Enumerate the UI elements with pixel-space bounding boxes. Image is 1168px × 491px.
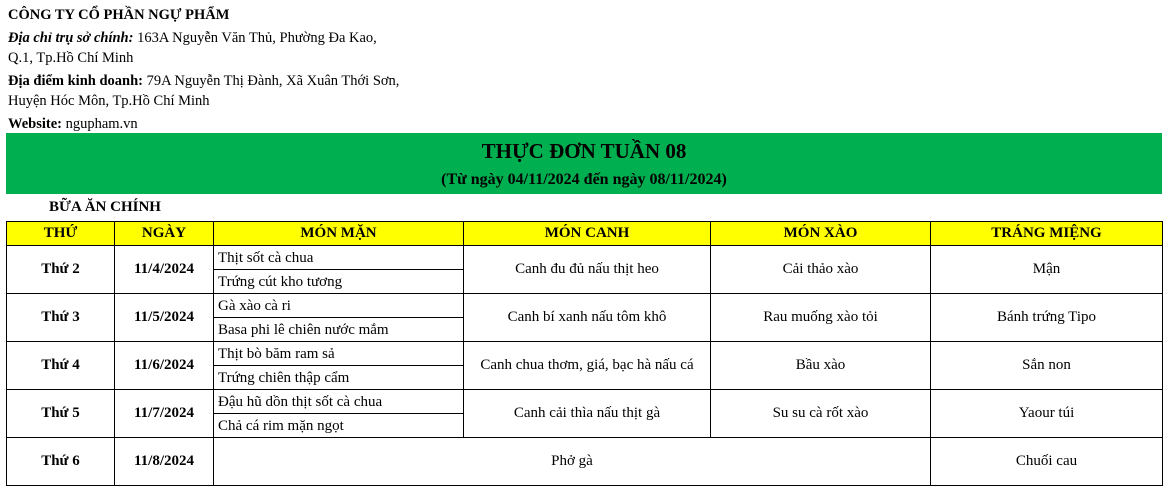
dessert-cell: Sắn non	[931, 342, 1163, 390]
combined-dish-cell: Phở gà	[214, 438, 931, 486]
hq-address-line2: Q.1, Tp.Hồ Chí Minh	[8, 50, 134, 66]
main-dish-cell: Thịt bò băm ram sả	[214, 342, 464, 366]
dessert-cell: Chuối cau	[931, 438, 1163, 486]
business-address-line2: Huyện Hóc Môn, Tp.Hồ Chí Minh	[8, 93, 210, 109]
date-cell: 11/4/2024	[115, 246, 214, 294]
main-dish-cell: Trứng chiên thập cẩm	[214, 366, 464, 390]
table-row	[7, 438, 1163, 486]
website-value: ngupham.vn	[61, 116, 138, 132]
day-cell: Thứ 2	[7, 246, 115, 294]
main-dish-cell: Trứng cút kho tương	[214, 270, 464, 294]
day-cell: Thứ 6	[7, 438, 115, 486]
day-cell: Thứ 3	[7, 294, 115, 342]
table-row	[7, 294, 1163, 318]
hq-address-line1	[8, 29, 377, 47]
date-cell: 11/6/2024	[115, 342, 214, 390]
soup-cell: Canh cải thìa nấu thịt gà	[464, 390, 711, 438]
dessert-cell: Yaour túi	[931, 390, 1163, 438]
header-date: NGÀY	[115, 222, 214, 246]
day-cell: Thứ 4	[7, 342, 115, 390]
main-dish-cell: Chả cá rim mặn ngọt	[214, 414, 464, 438]
business-address-line1	[8, 72, 399, 90]
hq-address-value: 163A Nguyễn Văn Thủ, Phường Đa Kao,	[133, 30, 377, 46]
date-cell: 11/7/2024	[115, 390, 214, 438]
table-row	[7, 342, 1163, 366]
soup-cell: Canh chua thơm, giá, bạc hà nấu cá	[464, 342, 711, 390]
company-name: CÔNG TY CỔ PHẦN NGỰ PHẨM	[8, 7, 230, 23]
header-dessert: TRÁNG MIỆNG	[931, 222, 1163, 246]
stir-fry-cell: Cải thảo xào	[711, 246, 931, 294]
dessert-cell: Bánh trứng Tipo	[931, 294, 1163, 342]
date-cell: 11/5/2024	[115, 294, 214, 342]
header-stir-fry: MÓN XÀO	[711, 222, 931, 246]
stir-fry-cell: Su su cà rốt xào	[711, 390, 931, 438]
header-soup: MÓN CANH	[464, 222, 711, 246]
main-dish-cell: Basa phi lê chiên nước mắm	[214, 318, 464, 342]
day-cell: Thứ 5	[7, 390, 115, 438]
date-cell: 11/8/2024	[115, 438, 214, 486]
hq-address-label: Địa chỉ trụ sở chính:	[8, 30, 134, 46]
stir-fry-cell: Bầu xào	[711, 342, 931, 390]
main-dish-cell: Thịt sốt cà chua	[214, 246, 464, 270]
soup-cell: Canh đu đủ nấu thịt heo	[464, 246, 711, 294]
menu-date-range: (Từ ngày 04/11/2024 đến ngày 08/11/2024)	[441, 171, 727, 188]
soup-cell: Canh bí xanh nấu tôm khô	[464, 294, 711, 342]
table-row	[7, 390, 1163, 414]
menu-title: THỰC ĐƠN TUẦN 08	[481, 139, 687, 163]
website-line	[8, 115, 138, 133]
business-address-label: Địa điểm kinh doanh:	[8, 73, 143, 89]
menu-title-banner	[6, 133, 1162, 194]
header-day: THỨ	[7, 222, 115, 246]
main-dish-cell: Đậu hũ dồn thịt sốt cà chua	[214, 390, 464, 414]
business-address-value: 79A Nguyễn Thị Đành, Xã Xuân Thới Sơn,	[142, 73, 400, 89]
header-main-dish: MÓN MẶN	[214, 222, 464, 246]
stir-fry-cell: Rau muống xào tỏi	[711, 294, 931, 342]
table-header-row	[7, 222, 1163, 246]
section-title: BỮA ĂN CHÍNH	[49, 199, 161, 215]
website-label: Website:	[8, 116, 62, 132]
main-dish-cell: Gà xào cà ri	[214, 294, 464, 318]
table-row	[7, 246, 1163, 270]
dessert-cell: Mận	[931, 246, 1163, 294]
menu-table	[6, 221, 1163, 486]
